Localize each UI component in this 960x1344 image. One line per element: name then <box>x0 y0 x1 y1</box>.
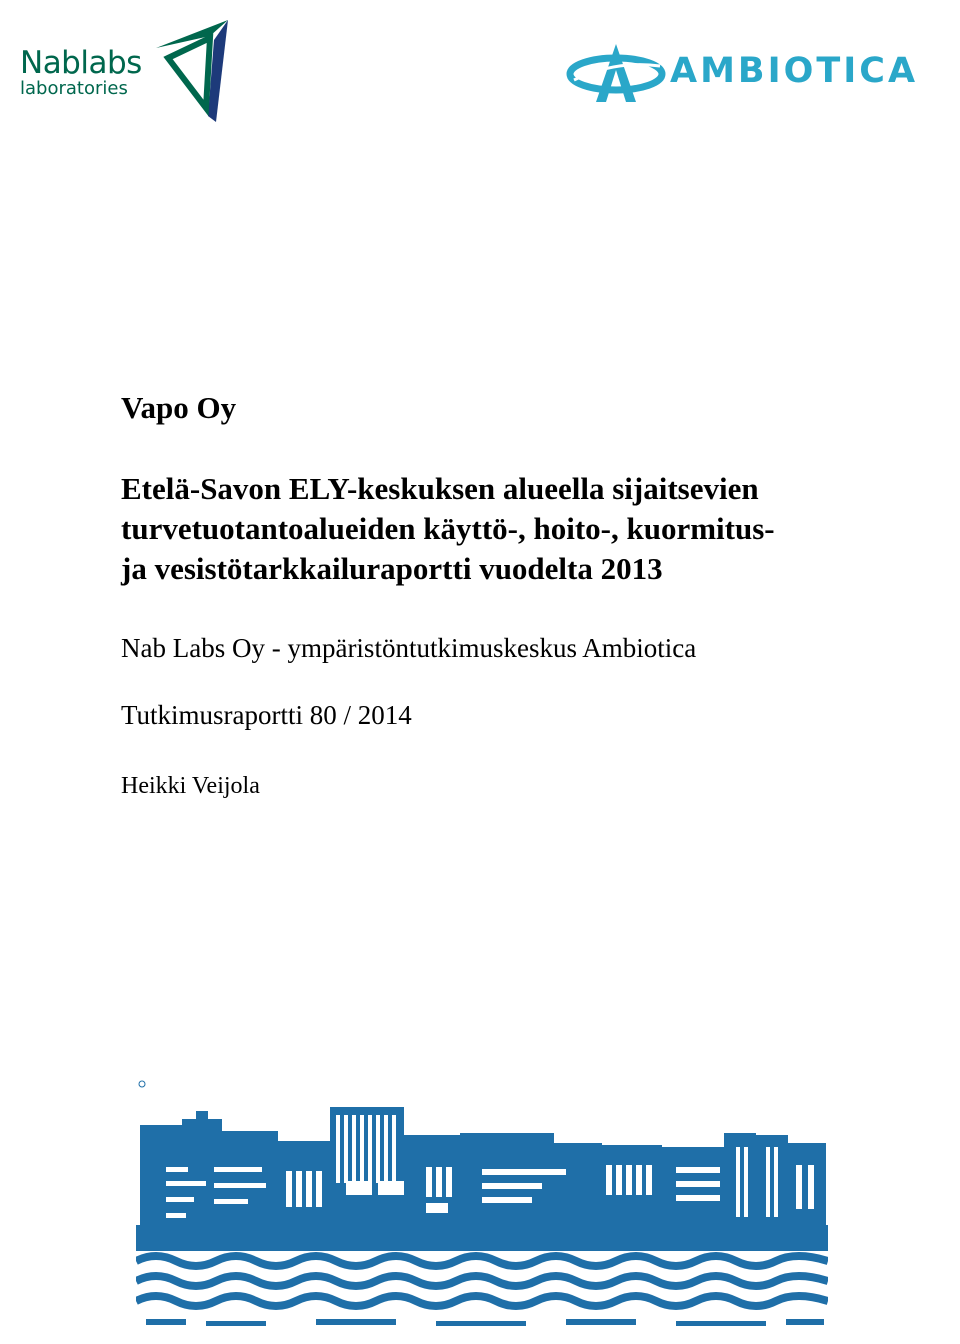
cover-content <box>121 392 881 798</box>
ambiotica-logo <box>566 40 958 106</box>
report-title <box>121 469 881 589</box>
author-name: Heikki Veijola <box>121 773 260 799</box>
company-name: Vapo Oy <box>121 390 237 425</box>
nablabs-logo-subname: laboratories <box>20 78 128 99</box>
nablabs-mark-icon <box>150 18 230 126</box>
report-title-line: turvetuotantoalueiden käyttö-, hoito-, kuormitus- <box>121 511 775 546</box>
nablabs-logo-name: Nablabs <box>20 45 142 81</box>
ambiotica-logo-name: AMBIOTICA <box>670 51 919 91</box>
nablabs-logo <box>18 18 228 126</box>
report-title-line: Etelä-Savon ELY-keskuksen alueella sijaitsevien <box>121 471 759 506</box>
ambiotica-mark-icon <box>566 40 666 106</box>
city-waterfront-illustration <box>136 1075 828 1337</box>
report-number: Tutkimusraportti 80 / 2014 <box>121 700 412 730</box>
report-title-line: ja vesistötarkkailuraportti vuodelta 2013 <box>121 551 663 586</box>
organization-line: Nab Labs Oy - ympäristöntutkimuskeskus Ambiotica <box>121 633 697 663</box>
